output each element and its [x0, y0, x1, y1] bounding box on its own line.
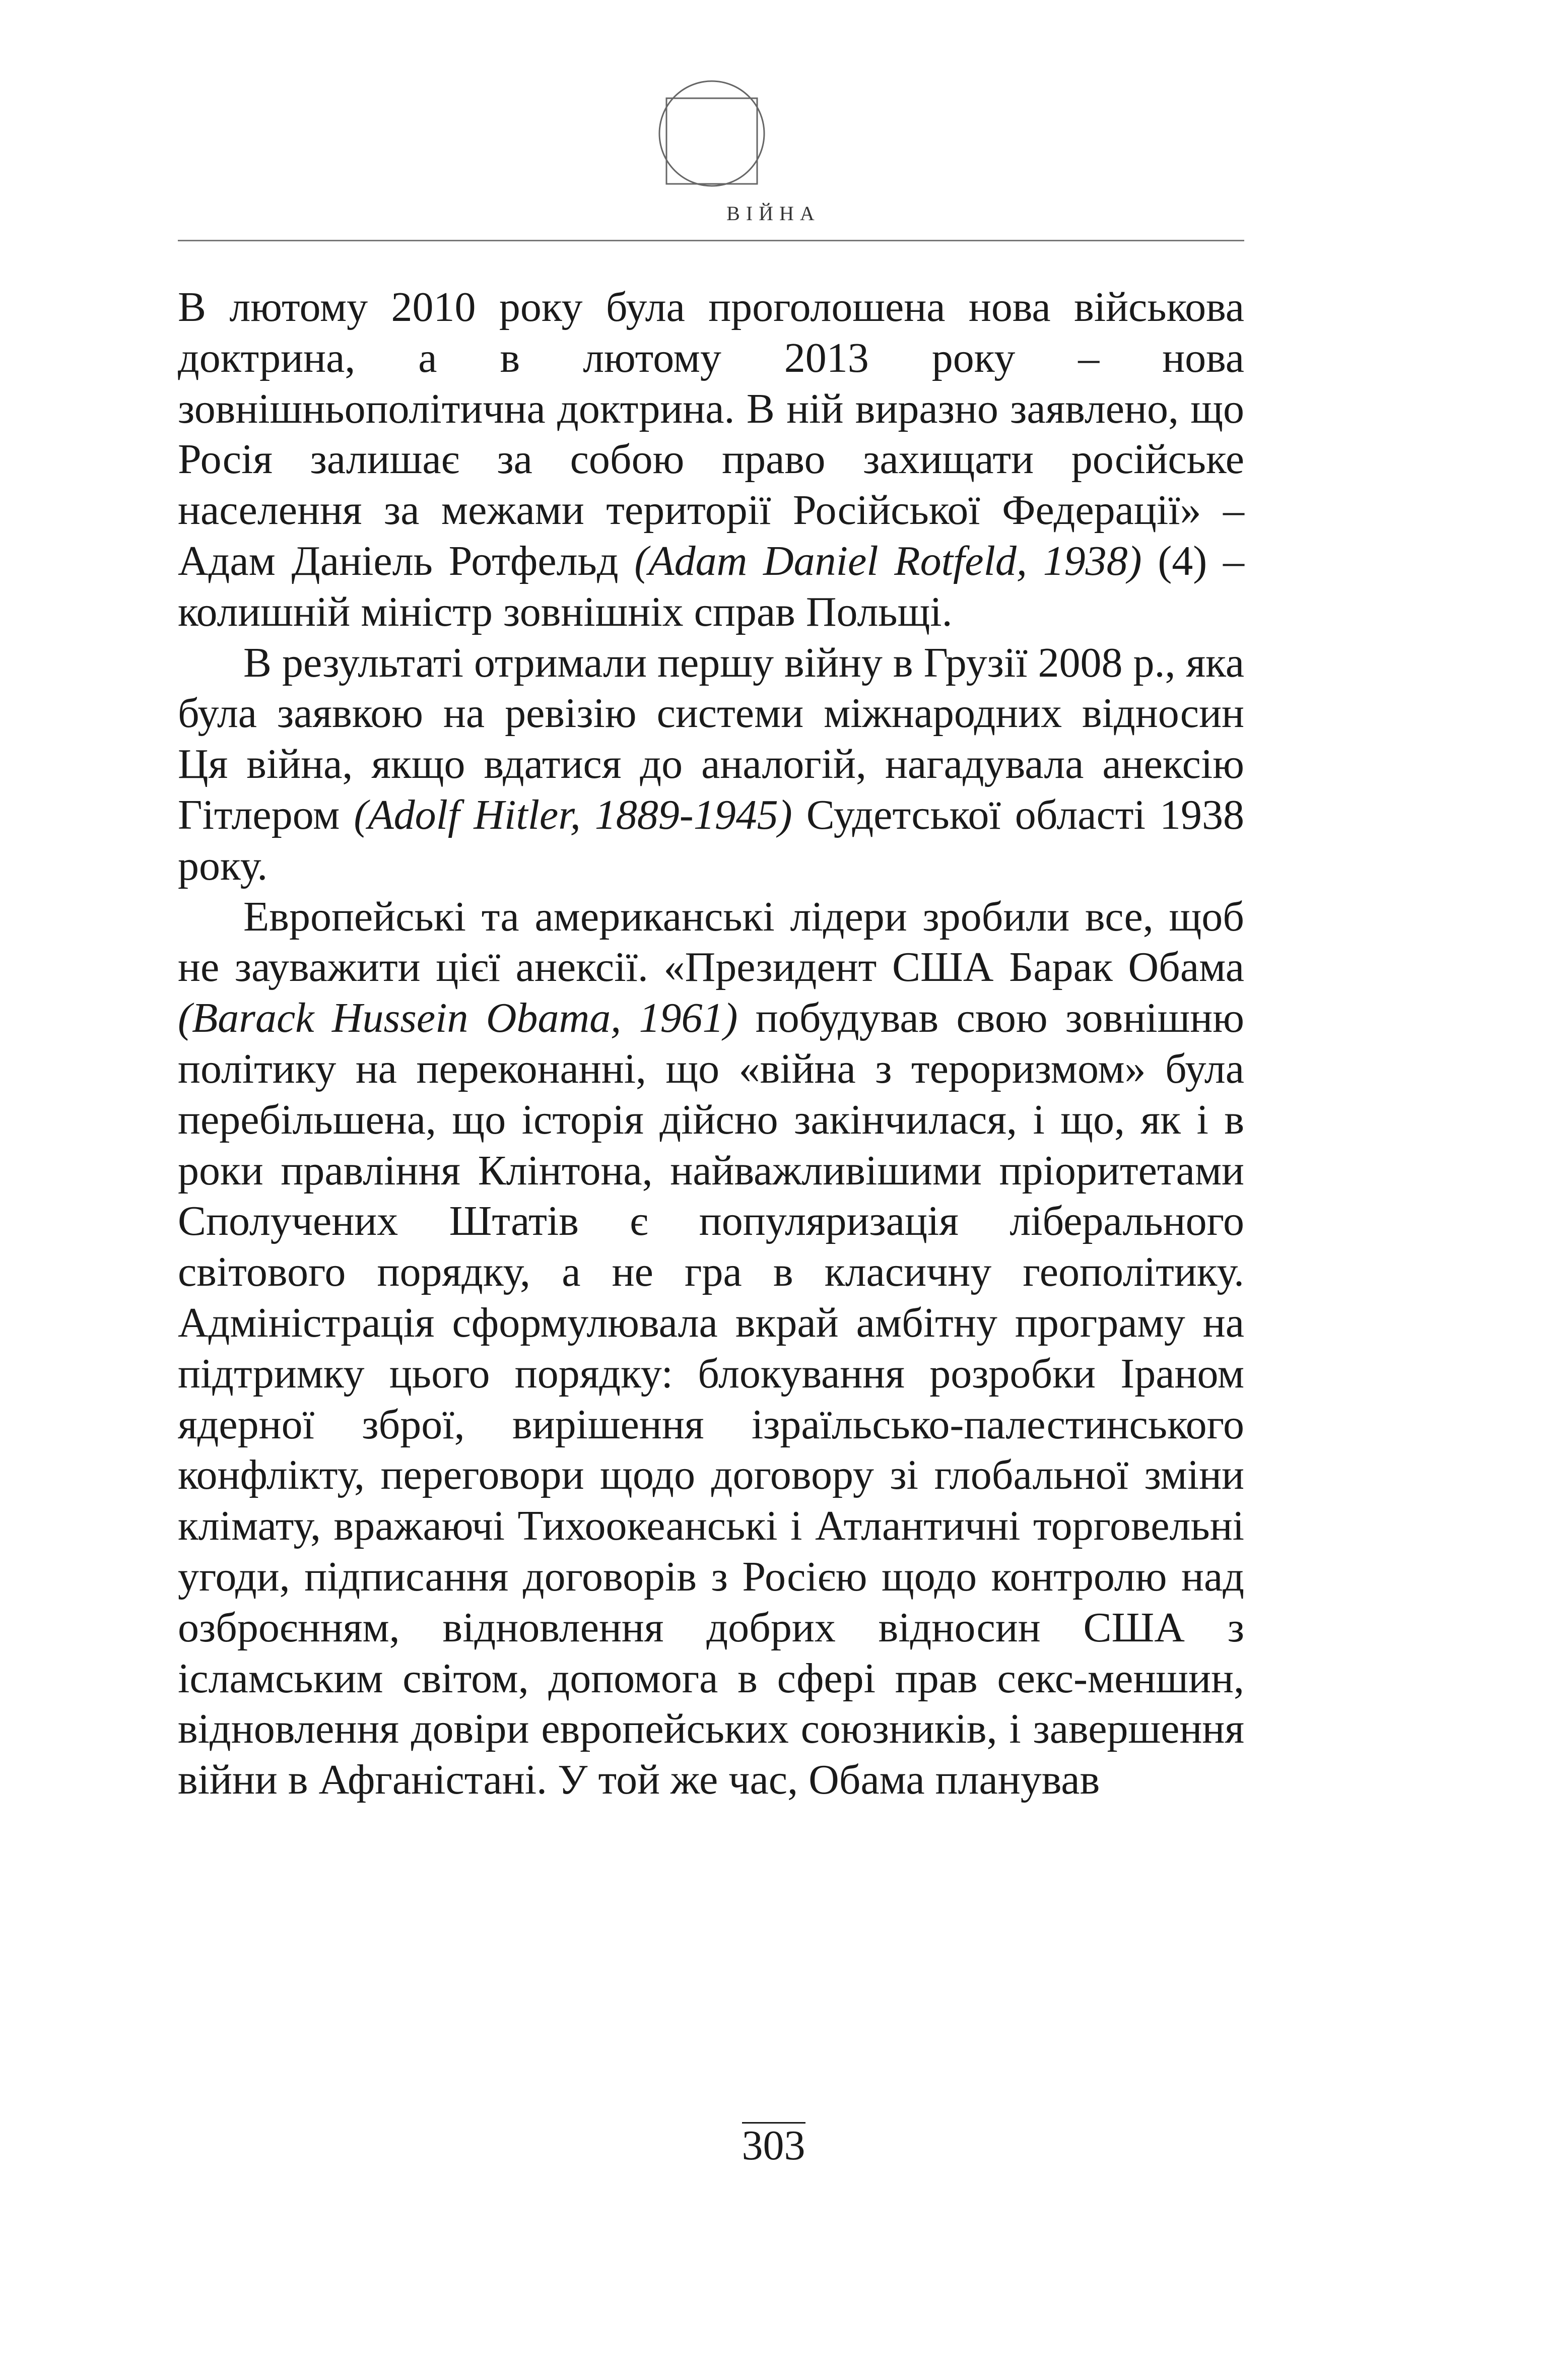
paragraph-1-text-b: (4) – колишній міністр зовнішніх справ Польщі.	[178, 537, 1244, 635]
paragraph-3	[178, 892, 1244, 1806]
circle-square-emblem-icon	[654, 78, 770, 194]
header-rule	[178, 240, 1244, 241]
page-header	[0, 0, 1547, 242]
running-head: ВІЙНА	[726, 202, 821, 225]
paragraph-2	[178, 638, 1244, 892]
paragraph-3-citation: (Barack Hussein Obama, 1961)	[178, 995, 738, 1042]
page-number	[0, 2121, 1547, 2170]
paragraph-2-text-b: Судетської області 1938 року.	[178, 791, 1244, 889]
paragraph-1-text-a: В лютому 2010 року була проголошена нова військова доктрина, а в лютому 2013 року – нова зовнішньополітична доктрина. В ній виразно заявлено, що Росія залишає за собою право захищати російське населення за межами території Російської Федерації» – Адам Даніель Ротфельд	[178, 284, 1244, 584]
paragraph-3-text-a: Европейські та американські лідери зробили все, щоб не зауважити цієї анексії. «Президент США Барак Обама	[178, 893, 1244, 991]
paragraph-1-citation: (Adam Daniel Rotfeld, 1938)	[634, 537, 1142, 584]
paragraph-2-text-a: В результаті отримали першу війну в Грузії 2008 р., яка була заявкою на ревізію системи міжнародних відносин Ця війна, якщо вдатися до аналогій, нагадувала анексію Гітлером	[178, 639, 1245, 838]
page-number-text: 303	[742, 2122, 805, 2169]
paragraph-2-citation: (Adolf Hitler, 1889-1945)	[354, 791, 792, 838]
body-text	[178, 282, 1244, 1806]
paragraph-3-text-b: побудував свою зовнішню політику на переконанні, що «війна з тероризмом» була перебільшена, що історія дійсно закінчилася, і що, як і в роки правління Клінтона, найважливішими пріоритетами Сполучених Штатів є популяризація ліберального світового порядку, а не гра в класичну геополітику. Адміністрація сформулювала вкрай амбітну програму на підтримку цього порядку: блокування розробки Іраном ядерної зброї, вирішення ізраїльсько-палестинського конфлікту, переговори щодо договору зі глобальної зміни клімату, вражаючі Тихоокеанські і Атлантичні торговельні угоди, підписання договорів з Росією щодо контролю над озброєнням, відновлення добрих відносин США з ісламським світом, допомога в сфері прав секс-меншин, відновлення довіри европейських союзників, і завершення війни в Афганістані. У той же час, Обама планував	[178, 995, 1244, 1804]
paragraph-1	[178, 282, 1244, 638]
